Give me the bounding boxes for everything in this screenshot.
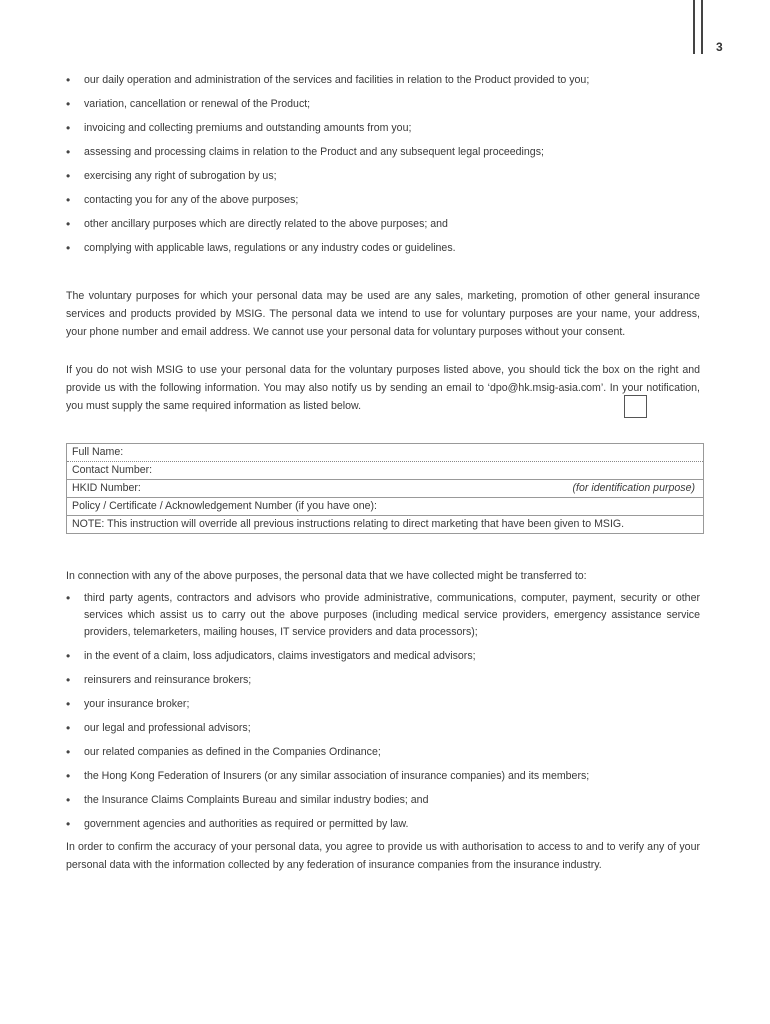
list-item: • the Insurance Claims Complaints Bureau and similar industry bodies; and [66,792,700,809]
transfer-intro: In connection with any of the above purposes, the personal data that we have collected might be transferred to: [66,570,587,582]
list-item: • exercising any right of subrogation by us; [66,168,700,185]
hkid-number-label: HKID Number: [72,482,141,494]
page-edge-bar [701,0,703,54]
opt-out-checkbox[interactable] [624,395,647,418]
list-item: • in the event of a claim, loss adjudicators, claims investigators and medical advisors; [66,648,700,665]
opt-out-form [66,443,704,534]
list-item: • contacting you for any of the above purposes; [66,192,700,209]
list-item: • other ancillary purposes which are directly related to the above purposes; and [66,216,700,233]
list-item: • assessing and processing claims in relation to the Product and any subsequent legal proceedings; [66,144,700,161]
policy-number-label: Policy / Certificate / Acknowledgement Number (if you have one): [72,500,378,512]
full-name-field[interactable] [67,444,703,462]
contact-number-field[interactable] [67,462,703,480]
page-number: 3 [716,40,723,54]
list-item: • invoicing and collecting premiums and outstanding amounts from you; [66,120,700,137]
list-item: • our daily operation and administration of the services and facilities in relation to the Product provided to you; [66,72,700,89]
voluntary-purposes-paragraph: The voluntary purposes for which your personal data may be used are any sales, marketing, promotion of other general insurance services and products provided by MSIG. The personal data we intend to use for voluntary purposes are your name, your address, your phone number and email address. We cannot use your personal data for voluntary purposes without your consent. [66,290,700,338]
list-item: • reinsurers and reinsurance brokers; [66,672,700,689]
form-note-text: NOTE: This instruction will override all previous instructions relating to direct marketing that have been given to MSIG. [72,518,625,530]
list-item: • third party agents, contractors and advisors who provide administrative, communications, computer, payment, security or other services which assist us to carry out the above purposes (including medical service providers, emergency assistance service providers, telemarketers, mailing houses, IT service providers and data processors); [66,590,700,641]
purposes-list [66,72,700,264]
list-item: • our related companies as defined in the Companies Ordinance; [66,744,700,761]
hkid-hint: (for identification purpose) [572,482,695,494]
hkid-number-field[interactable] [67,480,703,498]
list-item: • variation, cancellation or renewal of the Product; [66,96,700,113]
contact-number-label: Contact Number: [72,464,153,476]
list-item: • government agencies and authorities as required or permitted by law. [66,816,700,833]
form-note [67,516,703,533]
accuracy-paragraph: In order to confirm the accuracy of your personal data, you agree to provide us with authorisation to access to and to verify any of your personal data with the information collected by any federation of insurance companies from the insurance industry. [66,841,700,871]
full-name-label: Full Name: [72,446,124,458]
policy-number-field[interactable] [67,498,703,516]
transfer-recipients-list [66,590,700,840]
list-item: • our legal and professional advisors; [66,720,700,737]
opt-out-paragraph: If you do not wish MSIG to use your personal data for the voluntary purposes listed above, you should tick the box on the right and provide us with the following information. You may also notify us by sending an email to ‘dpo@hk.msig-asia.com’. In your notification, you must supply the same required information as listed below. [66,364,700,412]
page-edge-bar [693,0,695,54]
list-item: • the Hong Kong Federation of Insurers (or any similar association of insurance companies) and its members; [66,768,700,785]
list-item: • your insurance broker; [66,696,700,713]
list-item: • complying with applicable laws, regulations or any industry codes or guidelines. [66,240,700,257]
